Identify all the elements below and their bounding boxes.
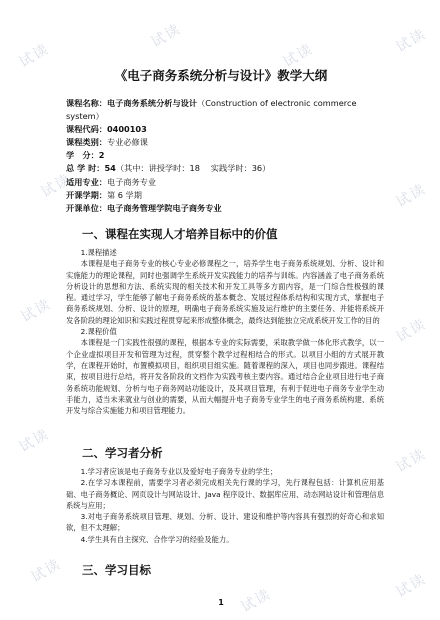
section-heading: 三、学习目标 [82,563,151,577]
document-title: 《电子商务系统分析与设计》教学大纲 [114,68,328,83]
paragraph: 2.在学习本课程前，需要学习者必须完成相关先行课的学习，先行课程包括：计算机应用基础、电子商务概论、网页设计与网站设计、Java 程序设计、数据库应用、动态网站设计和管理信息系统与应用； [66,478,384,510]
section-body [66,247,384,416]
meta-course-type: 课程类别：专业必修课 [66,137,148,148]
watermark: 试读 [16,40,53,71]
section-heading: 一、课程在实现人才培养目标中的价值 [82,227,278,241]
watermark: 试读 [393,180,430,211]
meta-credit: 学 分：2 [66,150,105,161]
paragraph: 2.课程价值 [80,327,117,337]
watermark: 试读 [38,170,75,201]
watermark: 试读 [393,25,430,56]
meta-term: 开课学期：第 6 学期 [66,189,142,200]
meta-hours: 总 学 时：54（其中：讲授学时：18 实践学时：36） [66,163,271,174]
watermark: 试读 [28,555,65,586]
meta-course-code: 课程代码：0400103 [66,124,147,135]
watermark: 试读 [16,425,53,456]
paragraph: 本课程是电子商务专业的核心专业必修课程之一，培养学生电子商务系统规划、分析、设计和实施能力的理论课程，同时也强调学生系统开发实践能力的培养与训练。内容涵盖了电子商务系统分析设计的思想和方法、系统实现的相关技术和开发工具等多方面内容，是一门综合性极强的课程。通过学习，学生能够了解电子商务系统的基本概念、发展过程体系结构和实现方式，掌握电子商务系统规划、分析、设计的原理，明确电子商务系统实施及运行维护的主要任务、并能将系统开发各阶段的理论知识和实践过程贯穿起来形成整体概念，最终达到能独立完成系统开发工作的目的 [66,259,384,325]
course-meta [66,97,384,215]
paragraph: 1.学习者应该是电子商务专业以及爱好电子商务专业的学生； [80,467,278,476]
paragraph: 4.学生具有自主探究、合作学习的经验及能力。 [80,534,234,544]
paragraph: 1.课程描述 [80,248,117,257]
page-number: 1 [218,598,224,607]
watermark: 试读 [148,20,185,51]
paragraph: 本课程是一门实践性很强的课程，根据本专业的实际需要，采取教学做一体化形式教学，以一个企业虚拟项目开发和管理为过程，贯穿整个教学过程相结合的形式。以项目小组的方式展开教学，在课程开始时，布置模拟项目，组织项目组实施。随着课程的深入，项目也同步跟进。课程结束，按项目进行总结，将开发各阶段的文档作为实践考核主要内容。通过结合企业项目进行电子商务系统功能规划、分析与电子商务网站功能设计，及其项目管理，有利于促进电子商务专业学生动手能力，适当未来就业与创业的需要，从而大幅提升电子商务专业学生的电子商务系统构建、系统开发与综合实施能力和项目管理能力。 [66,338,384,416]
watermark: 试读 [393,445,430,476]
meta-unit: 开课单位：电子商务管理学院电子商务专业 [66,202,222,213]
section-heading: 二、学习者分析 [82,446,163,460]
meta-course-name: 课程名称：电子商务系统分析与设计（Construction of electronic commerce system） [66,98,357,122]
section-body [66,466,384,545]
watermark: 试读 [280,40,317,71]
paragraph: 3.对电子商务系统项目管理、规划、分析、设计、建设和维护等内容具有强烈的好奇心和求知欲，但不太理解； [66,512,384,533]
watermark: 试读 [393,570,430,601]
watermark: 试读 [393,315,430,346]
watermark: 试读 [238,585,275,616]
watermark: 试读 [18,295,55,326]
meta-major: 适用专业：电子商务专业 [66,176,157,187]
